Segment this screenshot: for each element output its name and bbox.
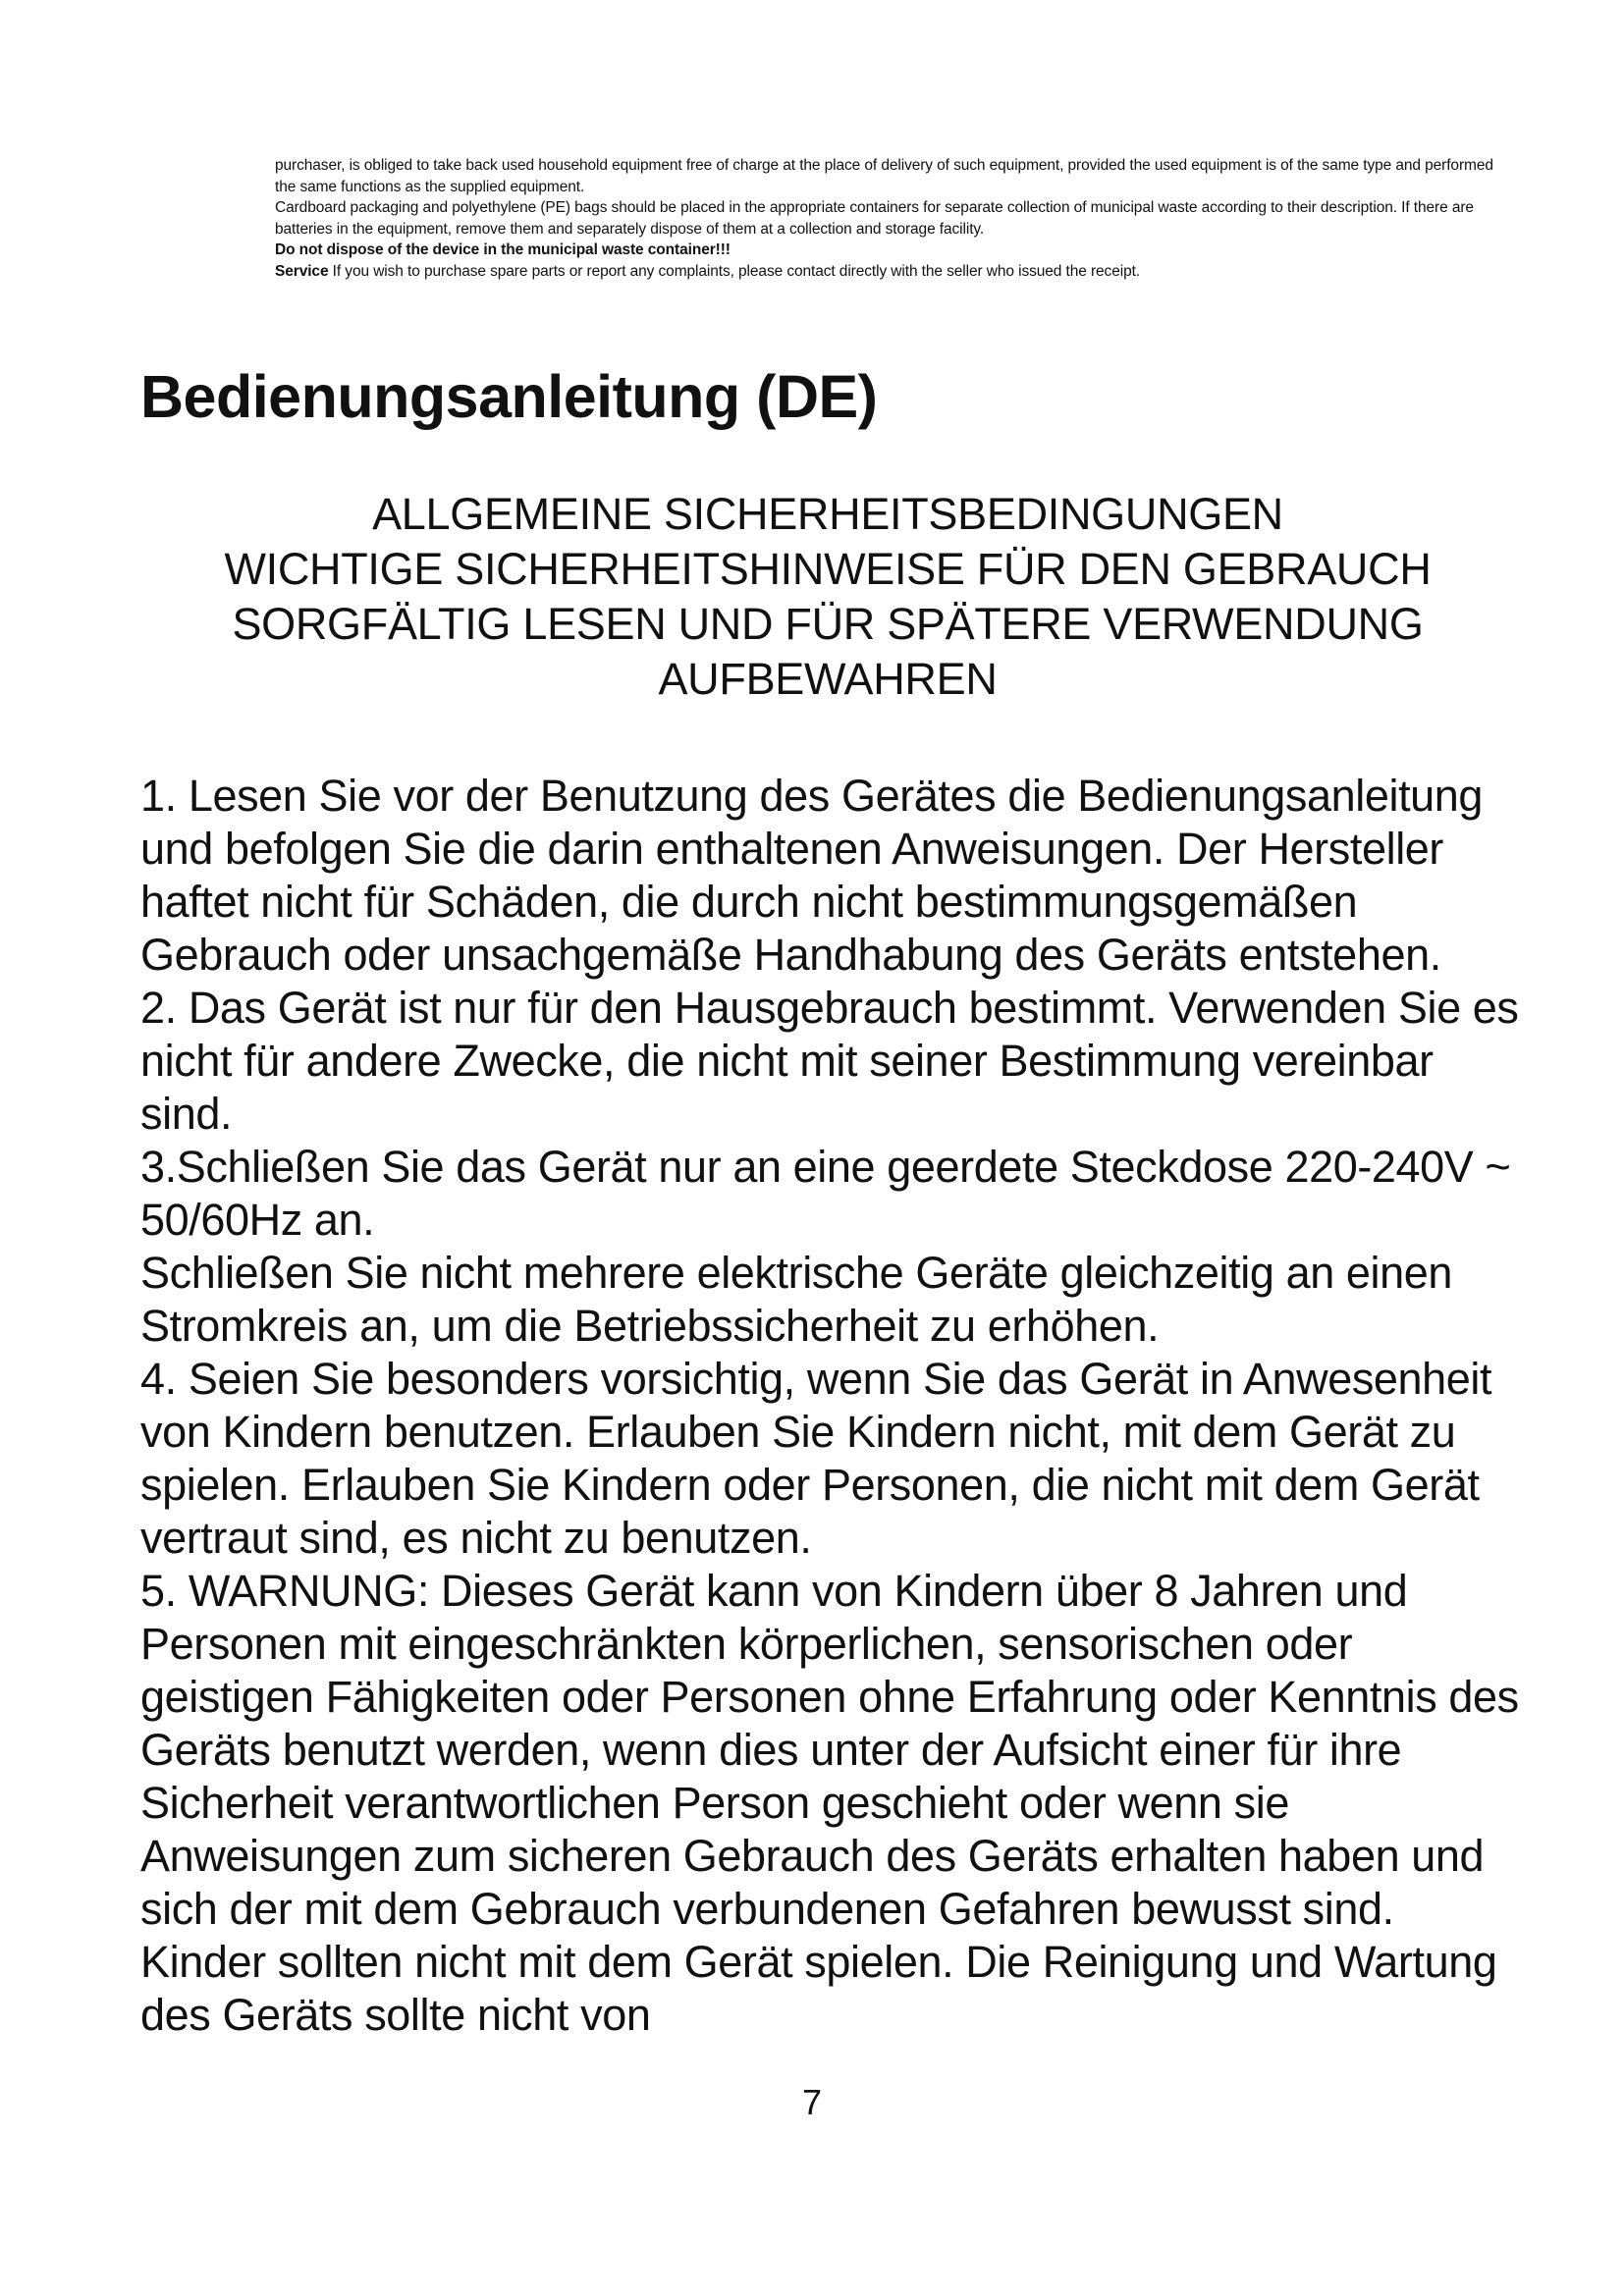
instruction-item-5: 5. WARNUNG: Dieses Gerät kann von Kindern über 8 Jahren und Personen mit eingeschränkten körperlichen, sensorischen oder geistigen Fähigkeiten oder Personen ohne Erfahrung oder Kenntnis des Geräts benutzt werden, wenn dies unter der Aufsicht einer für ihre Sicherheit verantwortlichen Person geschieht oder wenn sie Anweisungen zum sicheren Gebrauch des Geräts erhalten haben und sich der mit dem Gebrauch verbundenen Gefahren bewusst sind. Kinder sollten nicht mit dem Gerät spielen. Die Reinigung und Wartung des Geräts sollte nicht von	[140, 1566, 1519, 2040]
safety-title-line: ALLGEMEINE SICHERHEITSBEDINGUNGEN	[372, 489, 1283, 539]
instruction-item-1: 1. Lesen Sie vor der Benutzung des Gerätes die Bedienungsanleitung und befolgen Sie die darin enthaltenen Anweisungen. Der Hersteller haftet nicht für Schäden, die durch nicht bestimmungsgemäßen Gebrauch oder unsachgemäße Handhabung des Geräts entstehen.	[140, 771, 1484, 980]
disposal-note-paragraph: purchaser, is obliged to take back used household equipment free of charge at the place of delivery of such equipment, provided the used equipment is of the same type and performed the same functions as the supplied equipment.	[275, 157, 1493, 195]
page-number: 7	[801, 2082, 823, 2122]
page-title: Bedienungsanleitung (DE)	[140, 363, 878, 430]
service-text: If you wish to purchase spare parts or report any complaints, please contact directly with the seller who issued the receipt.	[328, 262, 1141, 280]
disposal-warning: Do not dispose of the device in the municipal waste container!!!	[275, 241, 731, 258]
instruction-item-4: 4. Seien Sie besonders vorsichtig, wenn Sie das Gerät in Anwesenheit von Kindern benutzen. Erlauben Sie Kindern nicht, mit dem Gerät zu spielen. Erlauben Sie Kindern oder Personen, die nicht mit dem Gerät vertraut sind, es nicht zu benutzen.	[140, 1354, 1492, 1563]
instruction-item-3-note: Schließen Sie nicht mehrere elektrische Geräte gleichzeitig an einen Stromkreis an, um die Betriebssicherheit zu erhöhen.	[140, 1248, 1453, 1351]
top-notes	[275, 155, 1512, 282]
service-label: Service	[275, 262, 329, 280]
safety-title-line: AUFBEWAHREN	[658, 654, 998, 704]
safety-instructions	[140, 770, 1525, 2042]
packaging-note-paragraph: Cardboard packaging and polyethylene (PE) bags should be placed in the appropriate containers for separate collection of municipal waste according to their description. If there are batteries in the equipment, remove them and separately dispose of them at a collection and storage facility.	[275, 199, 1474, 238]
safety-title-line: WICHTIGE SICHERHEITSHINWEISE FÜR DEN GEBRAUCH	[224, 544, 1432, 594]
instruction-item-3: 3.Schließen Sie das Gerät nur an eine geerdete Steckdose 220-240V ~ 50/60Hz an.	[140, 1142, 1511, 1245]
safety-conditions-title	[140, 487, 1515, 707]
safety-title-line: SORGFÄLTIG LESEN UND FÜR SPÄTERE VERWENDUNG	[232, 599, 1424, 649]
instruction-item-2: 2. Das Gerät ist nur für den Hausgebrauch bestimmt. Verwenden Sie es nicht für andere Zwecke, die nicht mit seiner Bestimmung vereinbar sind.	[140, 983, 1519, 1139]
service-note	[275, 261, 1512, 283]
